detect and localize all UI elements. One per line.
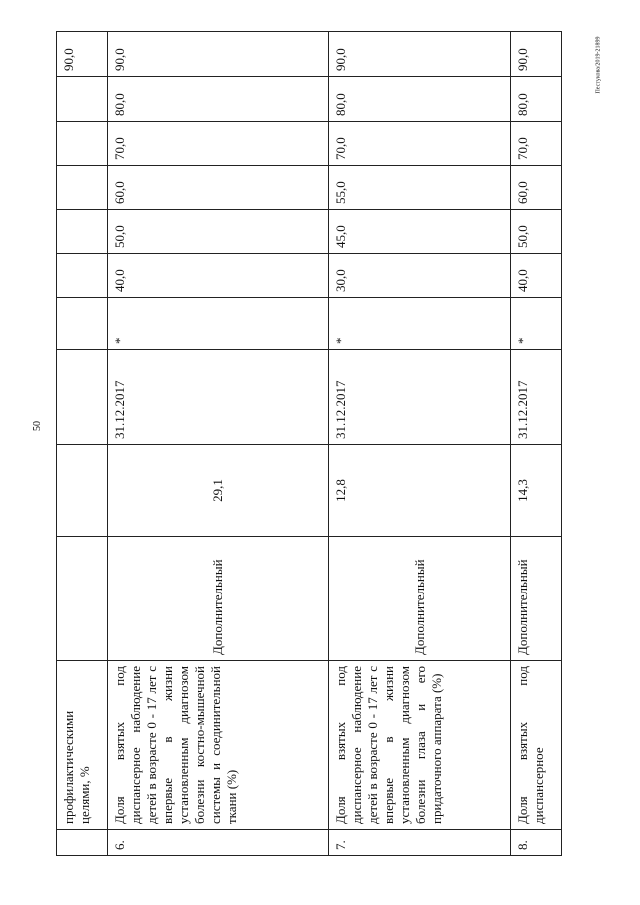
type-cell: Дополнительный [329,537,511,661]
note-cell: * [329,298,511,350]
target-cell: 50,0 [511,210,562,254]
indicator-cell: Доля взятых под диспансерное наблюдение детей в возрасте 0 - 17 лет с впервые в жизни установленным диагнозом болезни костно-мышечной системы и соединительной ткани (%) [108,661,329,830]
target-cell: 50,0 [108,210,329,254]
note-cell: * [511,298,562,350]
row-number-cell [57,830,108,856]
target-cell: 70,0 [329,122,511,166]
type-cell: Дополнительный [511,537,562,661]
target-cell: 55,0 [329,166,511,210]
note-cell: * [108,298,329,350]
indicator-cell: Доля взятых под диспансерное наблюдение детей в возрасте 0 - 17 лет с впервые в жизни установленным диагнозом болезни глаза и его придаточного аппарата (%) [329,661,511,830]
base-value-cell: 14,3 [511,445,562,537]
type-cell: Дополнительный [108,537,329,661]
target-cell: 70,0 [108,122,329,166]
rotated-table-container [56,32,561,856]
target-cell: 90,0 [511,32,562,77]
base-date-cell [57,350,108,445]
document-stamp: Пестукова/2019-21899 [596,36,603,94]
target-cell [57,122,108,166]
table-row-8 [511,32,562,856]
target-cell [57,210,108,254]
indicator-cell: профилактическими целями, % [57,661,108,830]
target-cell: 80,0 [511,77,562,122]
base-date-cell: 31.12.2017 [511,350,562,445]
target-cell: 60,0 [108,166,329,210]
note-cell [57,298,108,350]
target-cell [57,254,108,298]
base-value-cell: 12,8 [329,445,511,537]
target-cell: 80,0 [108,77,329,122]
base-value-cell: 29,1 [108,445,329,537]
table-row-continuation [57,32,108,856]
page-number: 50 [32,421,43,431]
row-number-cell: 6. [108,830,329,856]
base-date-cell: 31.12.2017 [108,350,329,445]
target-cell: 90,0 [108,32,329,77]
indicators-table [56,31,562,856]
target-cell: 60,0 [511,166,562,210]
type-cell [57,537,108,661]
base-value-cell [57,445,108,537]
target-cell: 45,0 [329,210,511,254]
target-cell: 40,0 [511,254,562,298]
table-row-6 [108,32,329,856]
target-cell [57,166,108,210]
base-date-cell: 31.12.2017 [329,350,511,445]
target-cell: 70,0 [511,122,562,166]
target-cell [57,77,108,122]
row-number-cell: 8. [511,830,562,856]
target-cell: 80,0 [329,77,511,122]
table-row-7 [329,32,511,856]
target-cell: 30,0 [329,254,511,298]
target-cell: 90,0 [57,32,108,77]
target-cell: 90,0 [329,32,511,77]
target-cell: 40,0 [108,254,329,298]
indicator-cell: Доля взятых под диспансерное [511,661,562,830]
row-number-cell: 7. [329,830,511,856]
